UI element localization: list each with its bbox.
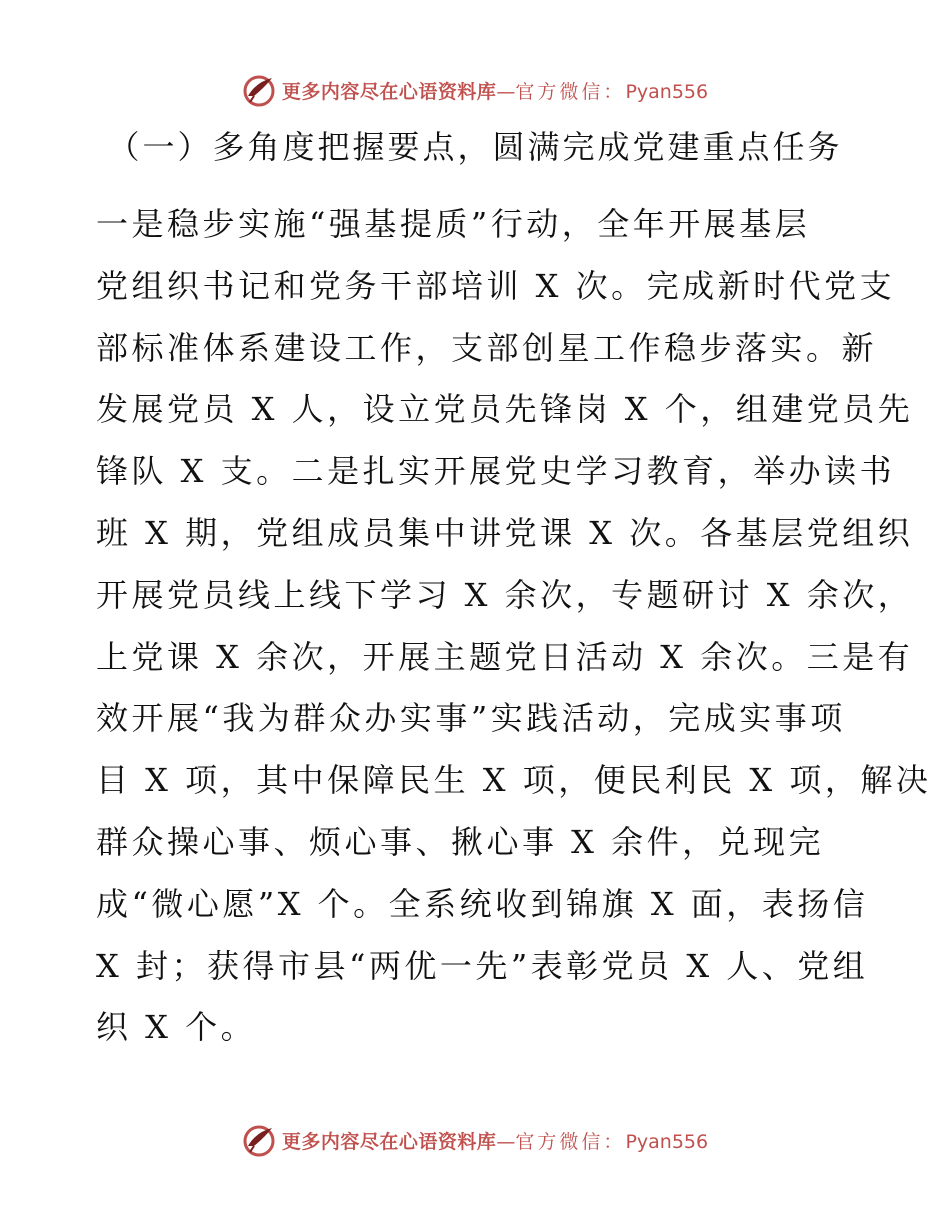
body-line: 效开展“我为群众办实事”实践活动，完成实事项 bbox=[96, 699, 846, 738]
watermark-main-text: 更多内容尽在心语资料库 bbox=[281, 1130, 497, 1153]
body-line: 发展党员 X 人，设立党员先锋岗 X 个，组建党员先 bbox=[96, 390, 914, 429]
watermark-main-text: 更多内容尽在心语资料库 bbox=[281, 80, 497, 103]
body-line: 班 X 期，党组成员集中讲党课 X 次。各基层党组织 bbox=[96, 513, 914, 552]
watermark-footer bbox=[0, 1120, 950, 1160]
pen-logo-icon bbox=[242, 72, 278, 108]
body-line: 群众操心事、烦心事、揪心事 X 余件，兑现完 bbox=[96, 822, 825, 861]
body-line: 党组织书记和党务干部培训 X 次。完成新时代党支 bbox=[96, 266, 896, 305]
body-line: 上党课 X 余次，开展主题党日活动 X 余次。三是有 bbox=[96, 637, 914, 676]
watermark-wechat-id: Pyan556 bbox=[625, 1130, 709, 1153]
body-paragraph bbox=[96, 194, 932, 1059]
watermark-header bbox=[0, 70, 950, 110]
body-line: 目 X 项，其中保障民生 X 项，便民利民 X 项，解决 bbox=[96, 761, 932, 800]
body-line: 织 X 个。 bbox=[96, 1008, 257, 1047]
pen-logo-icon bbox=[242, 1122, 278, 1158]
watermark-dash: — bbox=[496, 1130, 516, 1153]
body-line: 一是稳步实施“强基提质”行动，全年开展基层 bbox=[96, 205, 811, 243]
watermark-wechat-label: 官方微信： bbox=[515, 80, 626, 103]
body-line: X 封；获得市县“两优一先”表彰党员 X 人、党组 bbox=[96, 946, 869, 985]
watermark-wechat-id: Pyan556 bbox=[625, 80, 709, 103]
section-heading: （一）多角度把握要点，圆满完成党建重点任务 bbox=[107, 128, 843, 166]
body-line: 开展党员线上线下学习 X 余次，专题研讨 X 余次， bbox=[96, 575, 914, 614]
body-line: 成“微心愿”X 个。全系统收到锦旗 X 面，表扬信 bbox=[96, 884, 869, 923]
body-line: 锋队 X 支。二是扎实开展党史学习教育，举办读书 bbox=[96, 452, 896, 491]
body-line: 部标准体系建设工作，支部创星工作稳步落实。新 bbox=[96, 328, 878, 367]
watermark-wechat-label: 官方微信： bbox=[515, 1130, 626, 1153]
watermark-dash: — bbox=[496, 80, 516, 103]
